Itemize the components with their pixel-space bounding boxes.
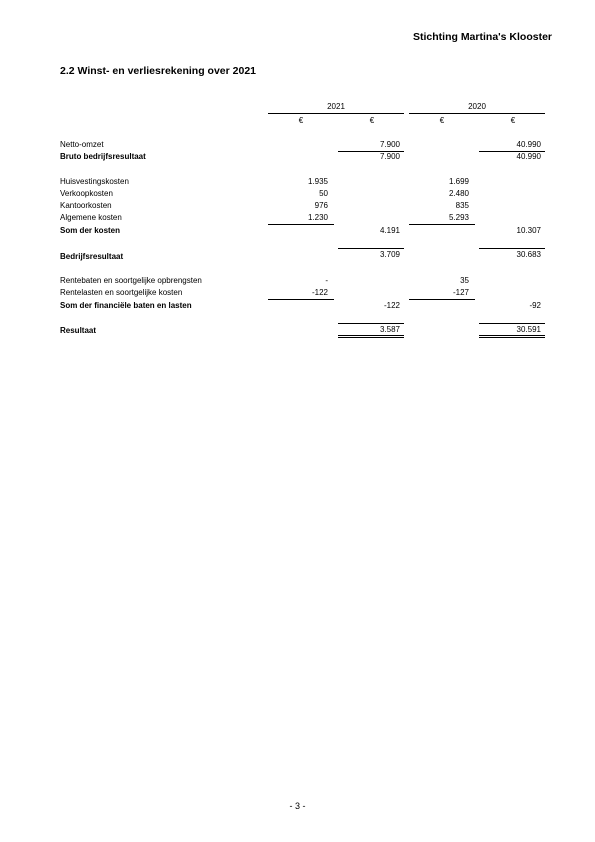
total-double-line (338, 335, 404, 338)
value-algemeen-2020: 5.293 (448, 213, 469, 222)
value-rentelasten-2021: -122 (311, 288, 328, 297)
value-som-kosten-2021: 4.191 (379, 226, 400, 235)
value-resultaat-2020: 30.591 (516, 325, 541, 334)
value-verkoop-2021: 50 (319, 189, 328, 198)
row-label-kantoorkosten: Kantoorkosten (60, 201, 112, 210)
value-bruto-2021: 7.900 (379, 152, 400, 161)
value-rentelasten-2020: -127 (452, 288, 469, 297)
value-huisvesting-2020: 1.699 (448, 177, 469, 186)
value-bedrijfsresultaat-2021: 3.709 (379, 250, 400, 259)
year-2020-header: 2020 (468, 102, 486, 111)
sum-line (409, 224, 475, 225)
value-resultaat-2021: 3.587 (379, 325, 400, 334)
sum-line (479, 323, 545, 324)
row-label-rentelasten: Rentelasten en soortgelijke kosten (60, 288, 183, 297)
value-rentebaten-2021: - (325, 276, 328, 285)
row-label-resultaat: Resultaat (60, 326, 97, 335)
page-title: 2.2 Winst- en verliesrekening over 2021 (60, 65, 256, 77)
row-label-huisvestingskosten: Huisvestingskosten (60, 177, 129, 186)
value-som-financieel-2021: -122 (383, 301, 400, 310)
row-label-rentebaten: Rentebaten en soortgelijke opbrengsten (60, 276, 202, 285)
row-label-bedrijfsresultaat: Bedrijfsresultaat (60, 252, 124, 261)
currency-2020-detail: € (439, 116, 445, 125)
value-som-financieel-2020: -92 (529, 301, 541, 310)
value-verkoop-2020: 2.480 (448, 189, 469, 198)
sum-line (409, 299, 475, 300)
row-label-algemene-kosten: Algemene kosten (60, 213, 122, 222)
currency-2020-total: € (510, 116, 516, 125)
currency-2021-total: € (369, 116, 375, 125)
value-som-kosten-2020: 10.307 (516, 226, 541, 235)
value-kantoor-2020: 835 (455, 201, 469, 210)
total-double-line (479, 335, 545, 338)
sum-line (268, 299, 334, 300)
value-kantoor-2021: 976 (314, 201, 328, 210)
sum-line (338, 323, 404, 324)
sum-line (268, 224, 334, 225)
value-netto-omzet-2020: 40.990 (516, 140, 541, 149)
year-2020-underline (409, 113, 545, 114)
sum-line (338, 248, 404, 249)
value-bruto-2020: 40.990 (516, 152, 541, 161)
organization-name: Stichting Martina's Klooster (412, 31, 552, 43)
row-label-netto-omzet: Netto-omzet (60, 140, 104, 149)
row-label-bruto-bedrijfsresultaat: Bruto bedrijfsresultaat (60, 152, 146, 161)
value-rentebaten-2020: 35 (460, 276, 469, 285)
year-2021-header: 2021 (327, 102, 345, 111)
sum-line (479, 248, 545, 249)
row-label-som-der-kosten: Som der kosten (60, 226, 121, 235)
currency-2021-detail: € (298, 116, 304, 125)
value-algemeen-2021: 1.230 (307, 213, 328, 222)
value-netto-omzet-2021: 7.900 (379, 140, 400, 149)
year-2021-underline (268, 113, 404, 114)
row-label-verkoopkosten: Verkoopkosten (60, 189, 113, 198)
page-number: - 3 - (289, 801, 306, 811)
value-bedrijfsresultaat-2020: 30.683 (516, 250, 541, 259)
row-label-som-financieel: Som der financiële baten en lasten (60, 301, 192, 310)
value-huisvesting-2021: 1.935 (307, 177, 328, 186)
